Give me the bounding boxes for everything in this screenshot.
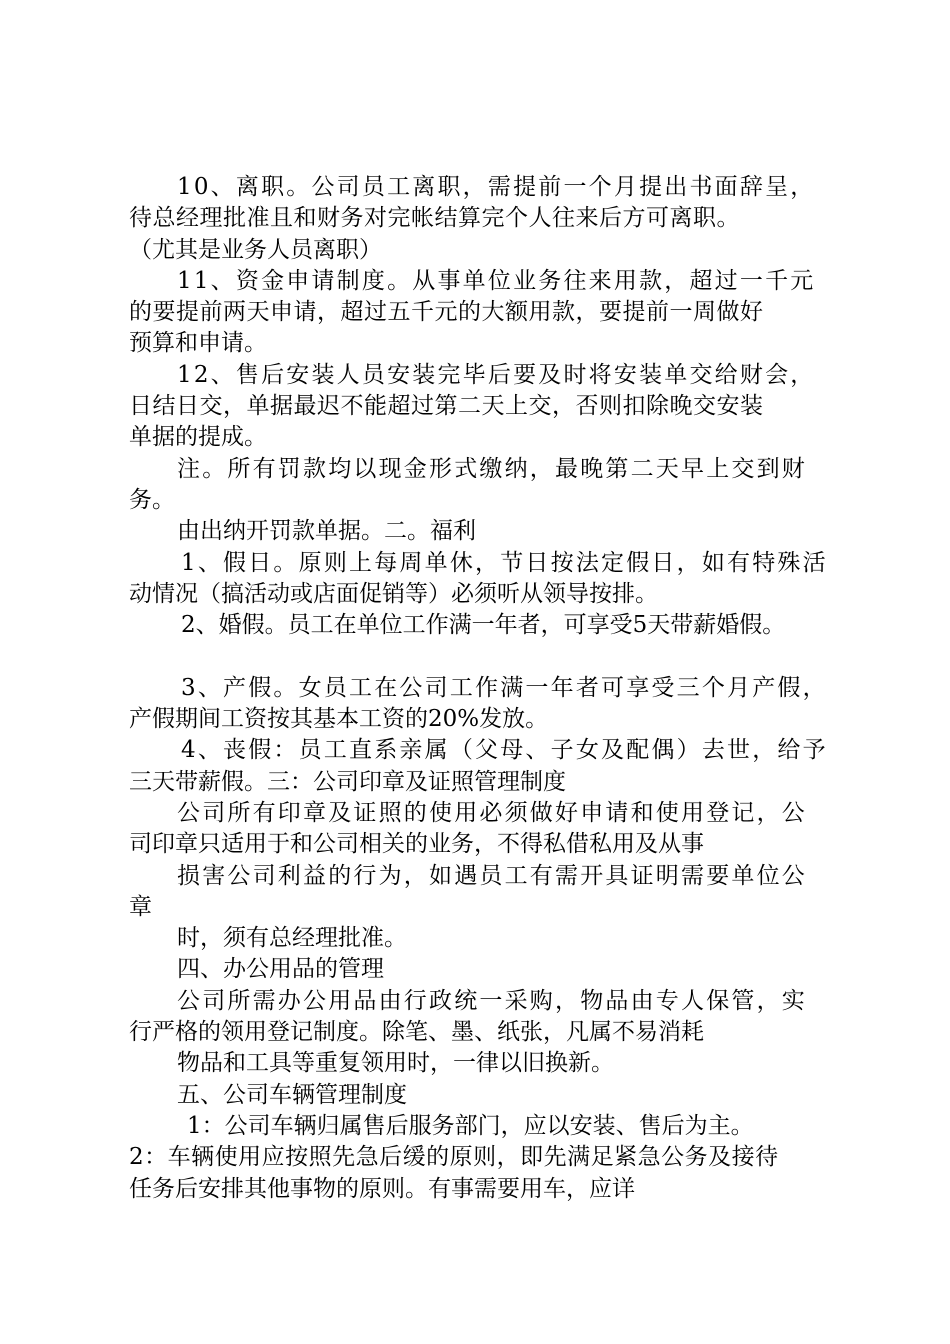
section-heading: 五、公司车辆管理制度 [177,1081,407,1108]
paragraph-line: 任务后安排其他事物的原则。有事需要用车，应详 [129,1175,635,1202]
paragraph-line: 公司所需办公用品由行政统一采购，物品由专人保管，实 [177,987,807,1014]
paragraph-line: 损害公司利益的行为，如遇员工有需开具证明需要单位公 [177,862,807,889]
paragraph-line: 1：公司车辆归属售后服务部门，应以安装、售后为主。 [187,1112,754,1139]
paragraph-line: 动情况（搞活动或店面促销等）必须听从领导按排。 [129,580,658,607]
paragraph-line: 时，须有总经理批准。 [177,925,407,952]
paragraph-line: 待总经理批准且和财务对完帐结算完个人往来后方可离职。 [129,205,740,232]
paragraph-line: 产假期间工资按其基本工资的20%发放。 [129,706,549,733]
section-heading: 四、办公用品的管理 [177,956,384,983]
paragraph-line: 10、离职。公司员工离职，需提前一个月提出书面辞呈， [177,174,816,200]
paragraph-line: 行严格的领用登记制度。除笔、墨、纸张，凡属不易消耗 [129,1019,704,1046]
paragraph-line: 2：车辆使用应按照先急后缓的原则，即先满足紧急公务及接待 [129,1144,779,1171]
paragraph-line: 12、售后安装人员安装完毕后要及时将安装单交给财会， [177,361,816,388]
paragraph-line: 的要提前两天申请，超过五千元的大额用款，要提前一周做好 [129,299,764,326]
paragraph-line: 预算和申请。 [129,330,267,357]
paragraph-line: 1、假日。原则上每周单休，节日按法定假日，如有特殊活 [181,549,828,576]
paragraph-line: 11、资金申请制度。从事单位业务往来用款，超过一千元 [177,267,816,294]
paragraph-line: 由出纳开罚款单据。二。福利 [177,518,476,545]
paragraph-line: 3、产假。女员工在公司工作满一年者可享受三个月产假， [181,674,828,701]
paragraph-line: 日结日交，单据最迟不能超过第二天上交，否则扣除晚交安装 [129,393,764,420]
paragraph-line: 务。 [129,486,175,513]
paragraph-line: 2、婚假。员工在单位工作满一年者，可享受5天带薪婚假。 [181,612,786,639]
paragraph-line: 4、丧假：员工直系亲属（父母、子女及配偶）去世，给予 [181,737,828,764]
document-body [129,172,849,1205]
paragraph-line: 注。所有罚款均以现金形式缴纳，最晚第二天早上交到财 [177,455,807,482]
paragraph-line: 司印章只适用于和公司相关的业务，不得私借私用及从事 [129,831,704,858]
blank-line [129,641,849,672]
paragraph-line: 物品和工具等重复领用时，一律以旧换新。 [177,1050,614,1077]
paragraph-line: 章 [129,893,152,920]
paragraph-line: 公司所有印章及证照的使用必须做好申请和使用登记，公 [177,799,807,826]
paragraph-line: 三天带薪假。三：公司印章及证照管理制度 [129,768,566,795]
paragraph-line: 单据的提成。 [129,424,267,451]
paragraph-line: （尤其是业务人员离职） [129,236,382,263]
